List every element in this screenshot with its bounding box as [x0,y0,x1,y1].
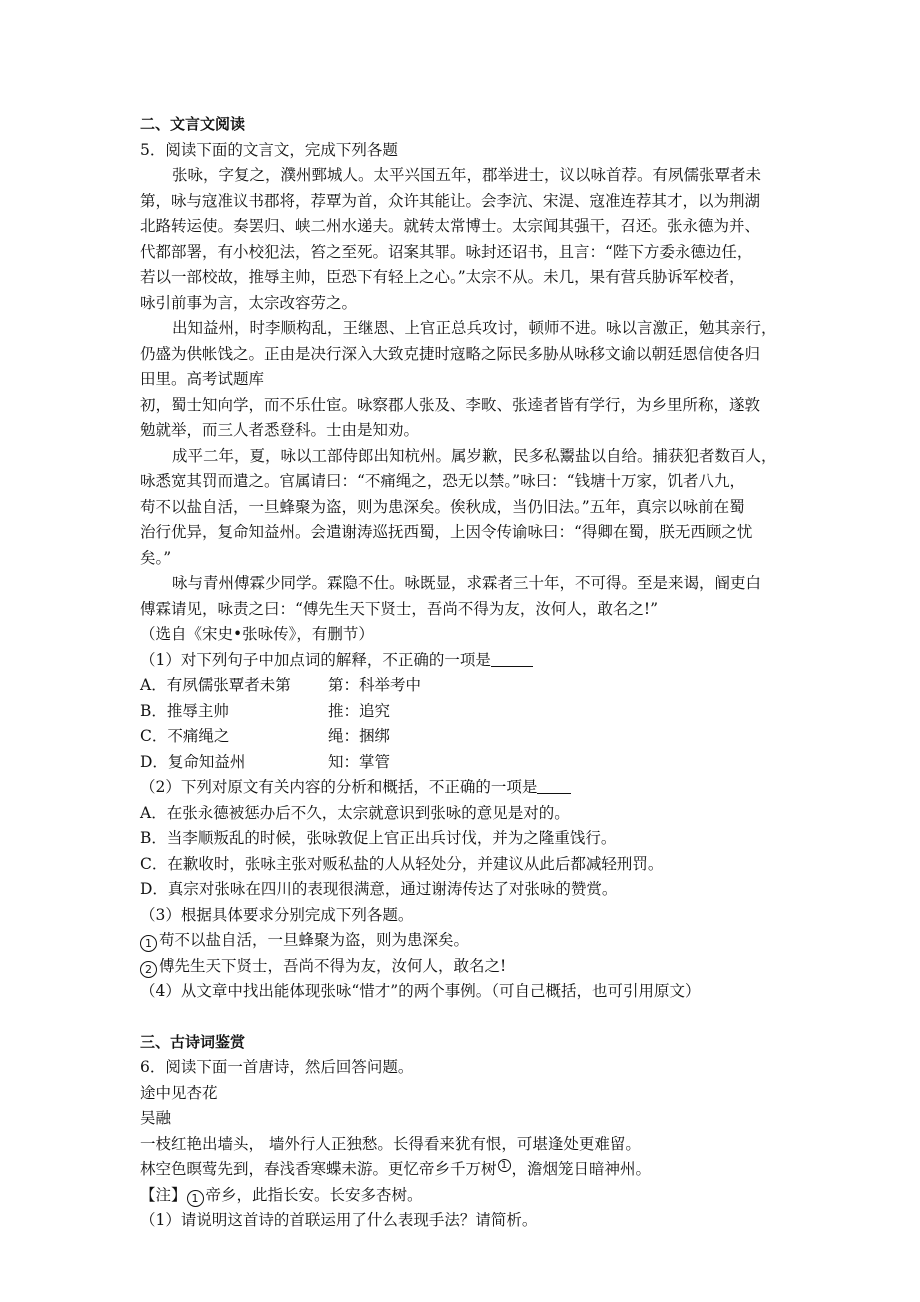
option-c-text: C．不痛绳之 [140,727,230,745]
translate-item-text: 傅先生天下贤士，吾尚不得为友，汝何人，敢名之! [159,956,507,975]
passage-line: 矣。” [140,548,172,567]
passage-line: 若以一部校故，推辱主帅，臣恐下有轻上之心。”太宗不从。未几，果有营兵胁诉军校者， [140,268,745,286]
subquestion-2-text: （2）下列对原文有关内容的分析和概括，不正确的一项是 [140,778,538,796]
poem-line-1: 一枝红艳出墙头， 墙外行人正独愁。长得看来犹有恨，可堪逢处更难留。 [140,1134,641,1153]
circled-number: 1 [187,1190,204,1207]
subquestion-1 [140,648,800,674]
translate-item-text: 苟不以盐自活，一旦蜂聚为盗，则为患深矣。 [159,931,470,949]
option-d-text: D．复命知益州 [140,752,246,771]
passage-source: （选自《宋史•张咏传》，有删节） [140,625,374,643]
option-a [140,673,800,699]
passage-line: 咏引前事为言，太宗改容劳之。 [140,293,358,312]
poem-line-2-text: 林空色暝莺先到，春浅香寒蝶未游。更忆帝乡千万树 [140,1160,497,1178]
option-b-text: B．推辱主帅 [140,701,229,720]
option-d: D．真宗对张咏在四川的表现很满意，通过谢涛传达了对张咏的赞赏。 [140,880,618,898]
passage-line: 张咏，字复之，濮州鄄城人。太平兴国五年，郡举进士，议以咏首荐。有夙儒张覃者未 [172,166,762,184]
option-a: A．在张永德被惩办后不久，太宗就意识到张咏的意见是对的。 [140,803,570,822]
passage-paragraph-1 [140,163,800,316]
poem-line-2 [140,1157,800,1183]
poem-line-2-text-end: ，澹烟笼日暗神州。 [511,1160,652,1178]
passage-line: 田里。高考试题库 [140,370,265,388]
subquestion-1-text: （1）对下列句子中加点词的解释，不正确的一项是 [140,650,491,669]
translate-item-1 [140,928,800,954]
circled-number: 2 [140,961,157,978]
subquestion-6-1: （1）请说明这首诗的首联运用了什么表现手法？请简析。 [140,1211,538,1229]
circled-number: 1 [140,935,157,952]
translate-item-2 [140,954,800,980]
subquestion-3: （3）根据具体要求分别完成下列各题。 [140,905,414,924]
option-d [140,750,800,776]
subquestion-4: （4）从文章中找出能体现张咏“惜才”的两个事例。（可自己概括，也可引用原文） [140,982,701,1000]
subquestion-2 [140,775,800,801]
option-c-gloss: 绳：捆绑 [328,727,391,745]
option-c [140,724,800,750]
section-spacer [140,1005,800,1030]
section-3-heading: 三、古诗词鉴赏 [140,1032,246,1051]
passage-line: 初，蜀士知向学，而不乐仕宦。咏察郡人张及、李畋、张逵者皆有学行，为乡里所称，遂敦 [140,395,761,414]
passage-paragraph-3 [140,444,800,572]
passage-line: 勉就举，而三人者悉登科。士由是知劝。 [140,421,420,439]
poem-author: 吴融 [140,1109,172,1127]
passage-line: 治行优异，复命知益州。会遣谢涛巡抚西蜀，上因令传谕咏曰：“得卿在蜀，朕无西顾之忧 [140,523,753,541]
note-text: 帝乡，此指长安。长安多杏树。 [205,1185,423,1204]
option-b [140,699,800,725]
option-b-gloss: 推：追究 [328,701,391,720]
passage-paragraph-2 [140,316,800,444]
passage-line: 傅霖请见，咏责之曰：“傅先生天下贤士，吾尚不得为友，汝何人，敢名之!” [140,599,659,618]
option-b: B．当李顺叛乱的时候，张咏敦促上官正出兵讨伐，并为之隆重饯行。 [140,829,617,847]
note-label: 【注】 [140,1185,187,1204]
option-a-text: A．有夙儒张覃者未第 [140,676,291,694]
passage-line: 北路转运使。奏罢归、峡二州水递夫。就转太常博士。太宗闻其强干，召还。张永德为并、 [140,217,761,235]
poem-note [140,1183,800,1209]
passage-line: 苟不以盐自活，一旦蜂聚为盗，则为患深矣。俟秋成，当仍旧法。”五年，真宗以咏前在蜀 [140,497,745,516]
option-a-gloss: 第：科举考中 [328,676,422,694]
passage-line: 出知益州，时李顺构乱，王继恩、上官正总兵攻讨，顿师不进。咏以言激正，勉其亲行， [172,319,777,337]
passage-paragraph-4 [140,571,800,622]
answer-blank [491,651,533,667]
passage-line: 咏与青州傅霖少同学。霖隐不仕。咏既显，求霖者三十年，不可得。至是来谒，阍吏白 [172,574,762,592]
passage-line: 第，咏与寇准议书郡将，荐覃为首，众许其能让。会李沆、宋湜、寇准连荐其才，以为荆湖 [140,191,761,210]
question-6-prompt: 6．阅读下面一首唐诗，然后回答问题。 [140,1058,414,1076]
passage-line: 成平二年，夏，咏以工部侍郎出知杭州。属岁歉，民多私鬻盐以自给。捕获犯者数百人， [172,446,777,465]
answer-blank [537,778,571,794]
document-content [140,112,800,1234]
option-c: C．在歉收时，张咏主张对贩私盐的人从轻处分，并建议从此后都减轻刑罚。 [140,854,664,873]
poem-title: 途中见杏花 [140,1083,218,1102]
footnote-marker: 1 [498,1159,511,1172]
option-d-gloss: 知：掌管 [328,752,391,771]
passage-line: 仍盛为供帐饯之。正由是决行深入大致克捷时寇略之际民多胁从咏移文谕以朝廷恩信使各归 [140,344,761,363]
passage-line: 代都部署，有小校犯法，笞之至死。诏案其罪。咏封还诏书，且言：“陛下方委永德边任， [140,242,753,261]
section-2-heading: 二、文言文阅读 [140,115,246,133]
passage-line: 咏悉宽其罚而遣之。官属请曰：“不痛绳之，恐无以禁。”咏曰：“钱塘十万家，饥者八九， [140,472,746,490]
question-5-prompt: 5．阅读下面的文言文，完成下列各题 [140,140,398,159]
